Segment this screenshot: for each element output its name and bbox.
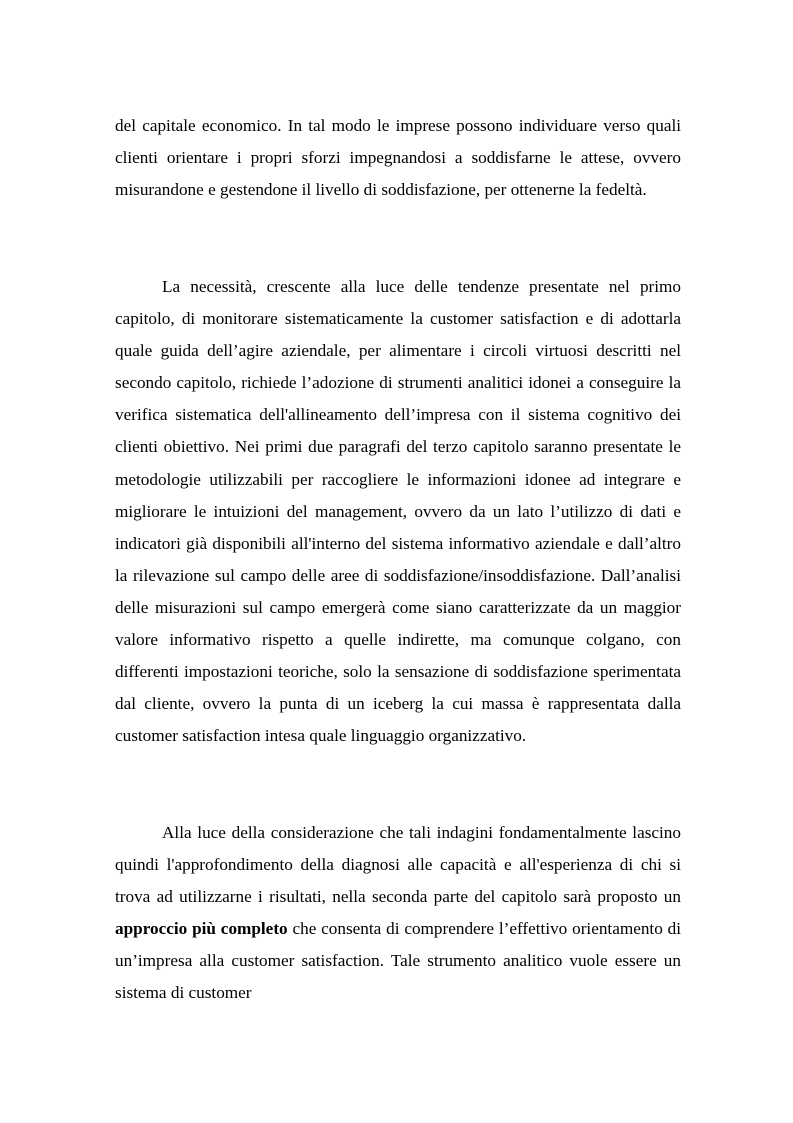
paragraph-3-text-before: Alla luce della considerazione che tali indagini fondamentalmente lascino quindi l'approfondimento della diagnosi alle capacità e all'esperienza di chi si trova ad utilizzarne i risultati, nella seconda parte del capitolo sarà proposto un xyxy=(115,823,681,907)
paragraph-3-bold-phrase: approccio più completo xyxy=(115,919,288,939)
paragraph-3 xyxy=(115,817,681,1010)
paragraph-2 xyxy=(115,271,681,752)
paragraph-3-text-after: che consenta di comprendere l’effettivo orientamento di un’impresa alla customer satisfaction. Tale strumento analitico vuole essere un sistema di customer xyxy=(115,919,681,1003)
paragraph-1-text: del capitale economico. In tal modo le imprese possono individuare verso quali clienti orientare i propri sforzi impegnandosi a soddisfarne le attese, ovvero misurandone e gestendone il livello di soddisfazione, per ottenerne la fedeltà. xyxy=(115,116,681,200)
paragraph-1 xyxy=(115,110,681,206)
paragraph-2-text: La necessità, crescente alla luce delle tendenze presentate nel primo capitolo, di monitorare sistematicamente la customer satisfaction e di adottarla quale guida dell’agire aziendale, per alimentare i circoli virtuosi descritti nel secondo capitolo, richiede l’adozione di strumenti analitici idonei a conseguire la verifica sistematica dell'allineamento dell’impresa con il sistema cognitivo dei clienti obiettivo. Nei primi due paragrafi del terzo capitolo saranno presentate le metodologie utilizzabili per raccogliere le informazioni idonee ad integrare e migliorare le intuizioni del management, ovvero da un lato l’utilizzo di dati e indicatori già disponibili all'interno del sistema informativo aziendale e dall’altro la rilevazione sul campo delle aree di soddisfazione/insoddisfazione. Dall’analisi delle misurazioni sul campo emergerà come siano caratterizzate da un maggior valore informativo rispetto a quelle indirette, ma comunque colgano, con differenti impostazioni teoriche, solo la sensazione di soddisfazione sperimentata dal cliente, ovvero la punta di un iceberg la cui massa è rappresentata dalla customer satisfaction intesa quale linguaggio organizzativo. xyxy=(115,277,681,746)
paragraph-3-text xyxy=(115,817,681,1010)
